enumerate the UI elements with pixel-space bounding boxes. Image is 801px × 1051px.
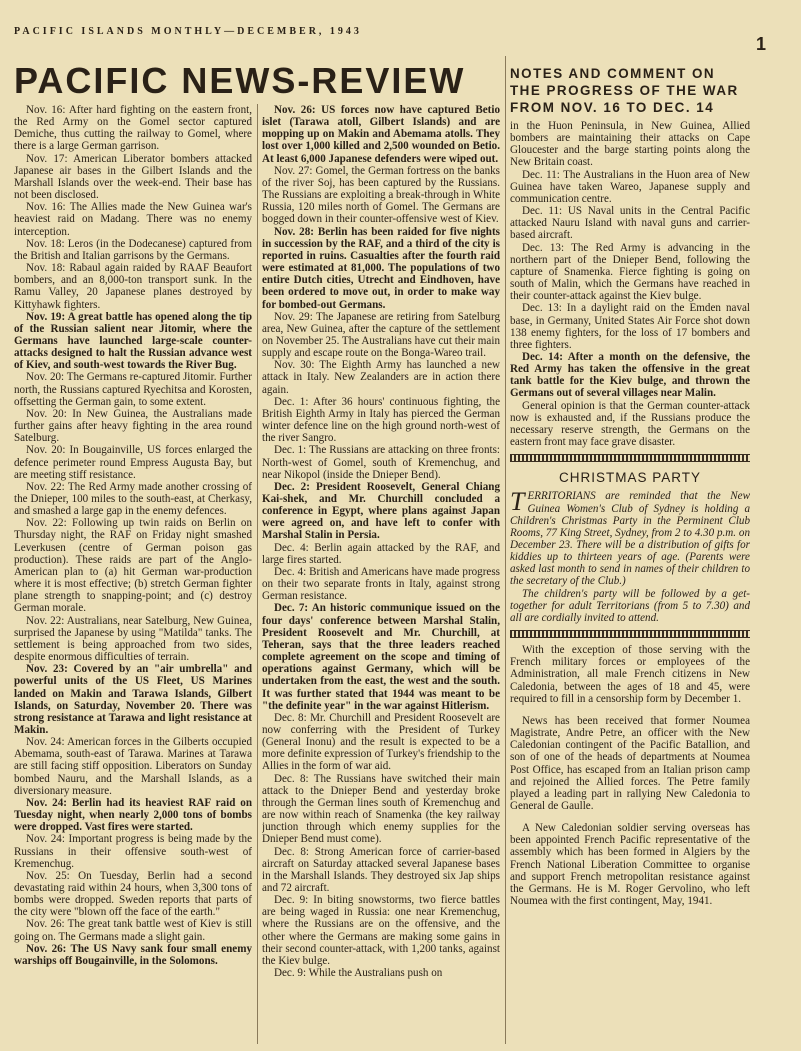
news-item: Nov. 28: Berlin has been raided for five nights in succession by the RAF, and a third of the city is reported in ruins. Casualties after the fourth raid were estimated at 81,000. The populations of two entire Dutch cities, Utrecht and Eindhoven, have been ordered to move out, in order to make way for bombed-out Germans. [262,225,500,311]
column-rule-left [257,104,258,1044]
paragraph-gap [510,705,750,715]
news-item: Dec. 13: In a daylight raid on the Emden naval base, in Germany, United States Air Force shot down 138 enemy fighters, for the loss of 17 bombers and three fighters. [510,302,750,351]
news-item: Dec. 14: After a month on the defensive, the Red Army has taken the offensive in the great tank battle for the Kiev bulge, and thrown the Germans out of several villages near Malin. [510,350,750,400]
news-item: Dec. 9: While the Australians push on [274,967,443,980]
news-item: Nov. 22: Following up twin raids on Berlin on Thursday night, the RAF on Friday night smashed Leverkusen (centre of German poison gas production). These raids are part of the Anglo-American plan to (a) hit German war-production where it is most effective; (b) stretch German fighter plane strength to snapping-point; and (c) destroy German morale. [14,517,252,615]
new-caledonia-items [510,644,750,907]
news-item: in the Huon Peninsula, in New Guinea, Allied bombers are maintaining their attacks on Cape Gloucester and the barge starting points along the New Britain coast. [510,120,750,169]
ornamental-divider [510,630,750,638]
column-3 [510,65,750,1045]
drop-cap: T [510,487,525,517]
news-item: A New Caledonian soldier serving overseas has been appointed French Pacific representative of the assembly which has been formed in Algiers by the French National Liberation Committee to organise and support French metropolitan resistance against the Germans. He is M. Roger Gervolino, who left Noumea with the first contingent, May, 1941. [510,822,750,908]
column-rule-right [505,56,506,1044]
news-item: Nov. 22: The Red Army made another crossing of the Dnieper, 100 miles to the south-east, at Cherkasy, and smashed a large gap in the enemy defences. [14,480,252,518]
news-item: Nov. 20: In New Guinea, the Australians made further gains after heavy fighting in the area round Satelburg. [14,407,252,445]
notes-body [510,120,750,448]
news-item: Nov. 18: Rabaul again raided by RAAF Beaufort bombers, and an 8,000-ton transport sunk. In the Ramu Valley, 20 Japanese planes destroyed by Kittyhawk fighters. [14,262,252,311]
news-item: Dec. 1: The Russians are attacking on three fronts: North-west of Gomel, south of Kremenchug, and near Nikopol (inside the Dnieper Bend). [262,444,500,481]
news-item: Nov. 26: US forces now have captured Betio islet (Tarawa atoll, Gilbert Islands) and are mopping up on Makin and Abemama atolls. They lost over 1,000 killed and 2,500 wounded on Betio. At least 6,000 Japanese defenders were wiped out. [262,104,500,165]
news-item: Nov. 20: In Bougainville, US forces enlarged the defence perimeter round Empress Augusta Bay, but are meeting stiff resistance. [14,444,252,481]
news-item: Nov. 29: The Japanese are retiring from Satelburg area, New Guinea, after the capture of the settlement on November 25. The Australians have cut their main supply and escape route on the Bonga-Wareo trail. [262,310,500,360]
news-item: Nov. 17: American Liberator bombers attacked Japanese air bases in the Gilbert Islands and the Marshall Islands over the week-end. Their base has not been disclosed. [14,152,252,202]
news-item: Nov. 24: American forces in the Gilberts occupied Abemama, south-east of Tarawa. Marines at Tarawa are still facing stiff opposition. Liberators on Sunday bombed Nauru, and the Marshall Islands, as a diversionary measure. [14,736,252,797]
news-item: Nov. 16: The Allies made the New Guinea war's heaviest raid on Madang. There was no enemy interception. [14,201,252,238]
news-item: Dec. 4: British and Americans have made progress on their two separate fronts in Italy, against strong German resistance. [262,565,500,603]
news-item: Dec. 11: US Naval units in the Central Pacific attacked Nauru Island with naval guns and carrier-based aircraft. [510,205,750,242]
news-item: Nov. 30: The Eighth Army has launched a new attack in Italy. New Zealanders are in action there again. [262,359,500,396]
news-item: Dec. 1: After 36 hours' continuous fighting, the British Eighth Army in Italy has pierced the German winter defence line on the high ground north-west of the river Sangro. [262,395,500,445]
news-item: Nov. 24: Important progress is being made by the Russians in their offensive south-west of Kremenchug. [14,833,252,870]
news-item: Dec. 8: Mr. Churchill and President Roosevelt are now conferring with the President of Turkey (General Inonu) and the result is expected to be a more definite expression of Turkey's friendship to the Allies in the form of war aid. [262,711,500,773]
news-item: Nov. 22: Australians, near Satelburg, New Guinea, surprised the Japanese by using "Matilda" tanks. The settlement is being approached from two sides, despite enormous difficulties of terrain. [14,614,252,664]
news-item: Nov. 24: Berlin had its heaviest RAF raid on Tuesday night, when nearly 2,000 tons of bombs were dropped. Vast fires were started. [14,796,252,834]
christmas-party-followup: The children's party will be followed by a get-together for adult Territorians (from 5 to 7.30) and all are cordially invited to attend. [510,587,750,624]
news-item: News has been received that former Noumea Magistrate, Andre Petre, an officer with the New Caledonian contingent of the Pacific Batallion, and son of one of the heads of departments at Noumea Post Office, has escaped from an Italian prison camp and rejoined the Allied forces. The Petre family played a leading part in rallying New Caledonia to General de Gaulle. [510,714,750,812]
news-item: General opinion is that the German counter-attack now is exhausted and, if the Russians produce the necessary reserve strength, the Germans on the eastern front may face grave disaster. [510,399,750,449]
news-item: With the exception of those serving with the French military forces or employees of the Administration, all male French citizens in New Caledonia, between the ages of 18 and 45, were required to fill in a censorship form by December 1. [510,644,750,705]
news-item: Nov. 26: The US Navy sank four small enemy warships off Bougainville, in the Solomons. [14,942,252,967]
notes-heading: NOTES AND COMMENT ON THE PROGRESS OF THE WAR FROM NOV. 16 TO DEC. 14 [510,66,739,115]
news-item: Nov. 18: Leros (in the Dodecanese) captured from the British and Italian garrisons by the Germans. [14,237,252,262]
news-item: Dec. 11: The Australians in the Huon area of New Guinea have taken Wareo, Japanese supply and communication centre. [510,168,750,205]
news-item: Dec. 7: An historic communique issued on the four days' conference between Marshal Stalin, President Roosevelt and Mr. Churchill, at Teheran, says that the three leaders reached complete agreement on the scope and timing of operations against Germany, which will be undertaken from the east, the west and the south. It was further stated that 1944 was meant to be "the definite year" in the war against Hitlerism. [262,602,500,712]
ornamental-divider [510,454,750,462]
christmas-party-notice [510,487,750,588]
news-item: Nov. 20: The Germans re-captured Jitomir. Further north, the Russians captured Ryechitsa and Korosten, offsetting the German gain, to some extent. [14,371,252,408]
christmas-party-text: ERRITORIANS are reminded that the New Guinea Women's Club of Sydney is holding a Children's Christmas Party in the Perminent Club Rooms, 77 King Street, Sydney, from 2 to 4.30 p.m. on December 23. There will be a distribution of gifts for kiddies up to thirteen years of age. (Parents were asked last month to send in names of their children to the secretary of the Club.) [510,490,750,588]
news-item: Dec. 4: Berlin again attacked by the RAF, and large fires started. [262,541,500,566]
page-number: 1 [756,34,767,54]
news-item: Dec. 2: President Roosevelt, General Chiang Kai-shek, and Mr. Churchill concluded a conference in Egypt, where plans against Japan were agreed on, and have left to confer with Marshal Stalin in Persia. [262,480,500,542]
news-item: Dec. 8: The Russians have switched their main attack to the Dnieper Bend and yesterday broke through the German lines south of Kremenchug and are now within reach of Snamenka (the key railway junction through which enemy supplies for the Dnieper Bend must come). [262,772,500,846]
christmas-party-heading: CHRISTMAS PARTY [558,470,702,486]
news-item: Nov. 19: A great battle has opened along the tip of the Russian salient near Jitomir, where the Germans have launched large-scale counter-attacks designed to halt the Russian advance west of Kiev, and south-west towards the River Bug. [14,310,252,372]
news-item: Nov. 23: Covered by an "air umbrella" and powerful units of the US Fleet, US Marines landed on Makin and Tarawa Islands, Gilbert Islands, on Saturday, November 20. There was strong resistance at Tarawa and light resistance at Makin. [14,663,252,736]
news-item: Nov. 16: After hard fighting on the eastern front, the Red Army on the Gomel sector captured Demiche, thus cutting the railway to Gomel, where there is a large German garrison. [14,104,252,153]
news-item: Nov. 25: On Tuesday, Berlin had a second devastating raid within 24 hours, when 3,300 tons of bombs were dropped. Sweden reports that parts of the city were "blown off the face of the earth." [14,869,252,919]
column-2 [262,104,500,1044]
running-head: PACIFIC ISLANDS MONTHLY—DECEMBER, 1943 [14,26,362,37]
masthead-title: PACIFIC NEWS-REVIEW [14,60,466,101]
news-item: Dec. 9: In biting snowstorms, two fierce battles are being waged in Russia: one near Kremenchug, where the Russians are on the offensive, and the other where the Germans are making some gains in their second counter-attack, with 1,200 tanks, against the Kiev bulge. [262,894,500,967]
news-item: Nov. 27: Gomel, the German fortress on the banks of the river Soj, has been captured by the Russians. The Russians are exploiting a break-through in White Russia, 120 miles north of Gomel. The Germans are bogged down in their counter-offensive west of Kiev. [262,164,500,226]
news-item: Dec. 8: Strong American force of carrier-based aircraft on Saturday attacked several Japanese bases in the Marshall Islands. They destroyed six Jap ships and 72 aircraft. [262,845,500,894]
news-item: Nov. 26: The great tank battle west of Kiev is still going on. The Germans made a slight gain. [14,918,252,943]
paragraph-gap [510,812,750,822]
news-item: Dec. 13: The Red Army is advancing in the northern part of the Dnieper Bend, following the capture of Snamenka. Fierce fighting is going on south of Malin, which the Germans have reached in their counter-attack against the Kiev bulge. [510,241,750,303]
column-1 [14,104,252,1044]
